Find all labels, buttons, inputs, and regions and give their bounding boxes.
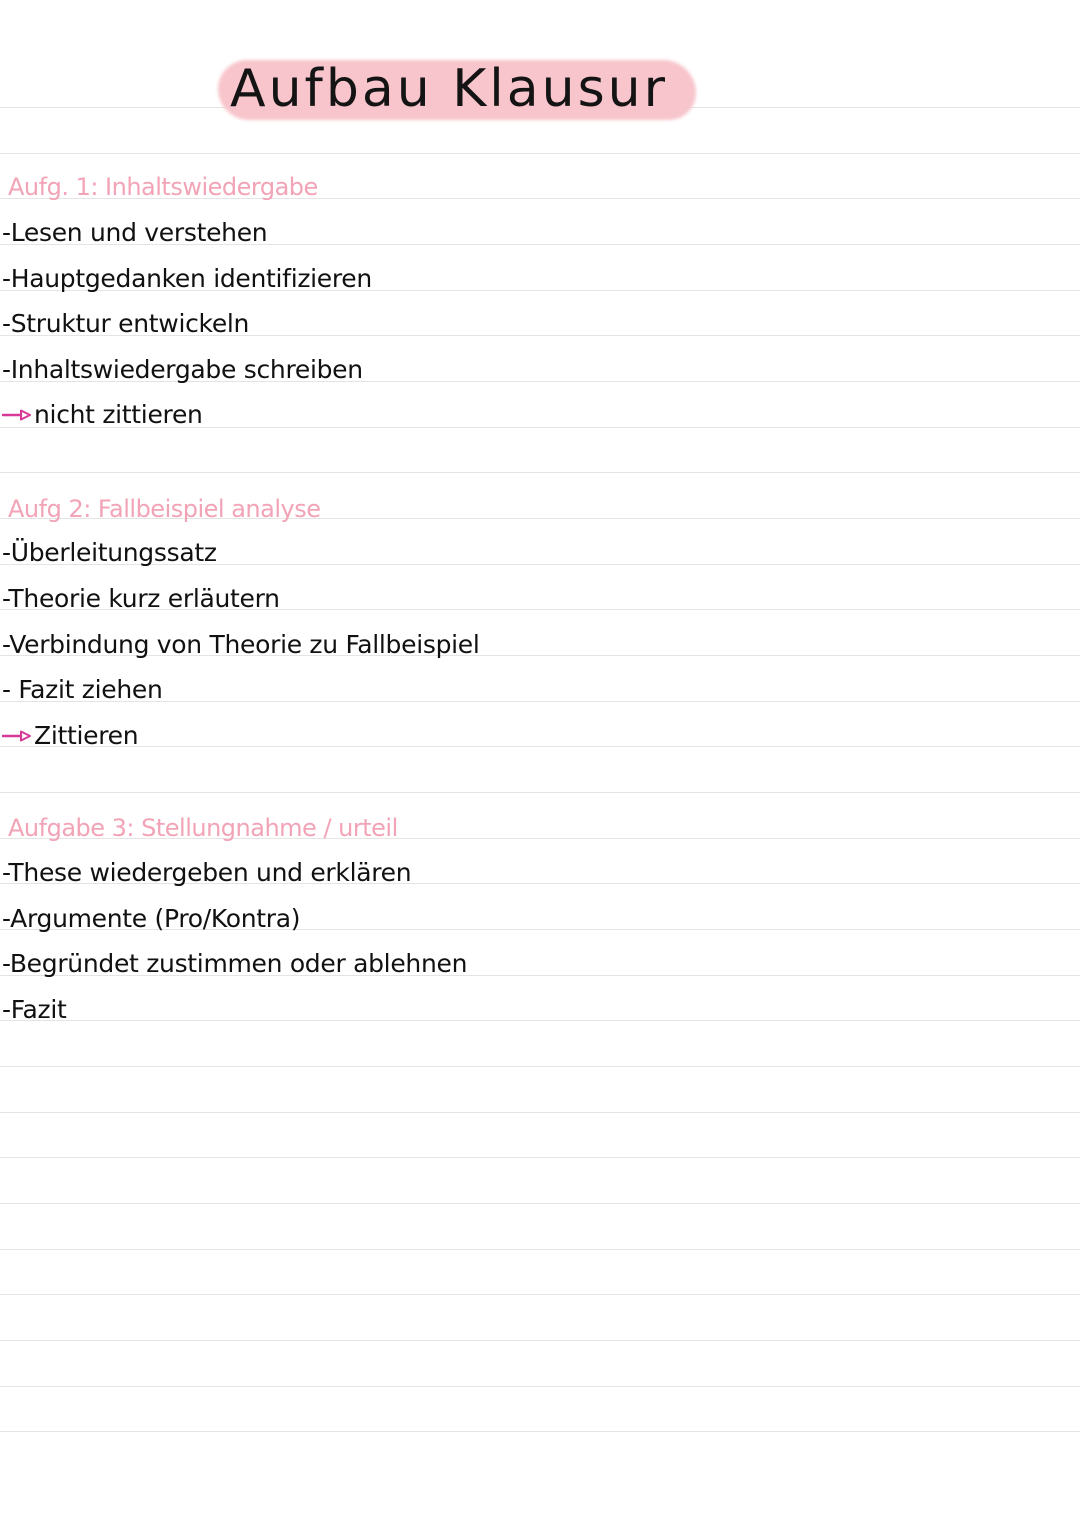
- ruled-line: [0, 1294, 1080, 1295]
- ruled-line: [0, 1157, 1080, 1158]
- list-item: -Hauptgedanken identifizieren: [2, 264, 372, 293]
- ruled-line: [0, 1431, 1080, 1432]
- arrow-right-icon: [2, 729, 32, 743]
- page-title-block: [218, 50, 696, 126]
- arrow-right-icon: [2, 408, 32, 422]
- ruled-line: [0, 1203, 1080, 1204]
- list-item: -Argumente (Pro/Kontra): [2, 904, 301, 933]
- ruled-line: [0, 1340, 1080, 1341]
- list-item: -These wiedergeben und erklären: [2, 858, 412, 887]
- list-item: -Lesen und verstehen: [2, 218, 268, 247]
- list-item: -Fazit: [2, 995, 67, 1024]
- ruled-line: [0, 1112, 1080, 1113]
- ruled-line: [0, 746, 1080, 747]
- ruled-line: [0, 792, 1080, 793]
- list-item: -Inhaltswiedergabe schreiben: [2, 355, 363, 384]
- page-title: Aufbau Klausur: [230, 59, 668, 119]
- list-item: -Begründet zustimmen oder ablehnen: [2, 949, 468, 978]
- note-line: [2, 400, 203, 430]
- list-item: - Fazit ziehen: [2, 675, 163, 704]
- section-heading-1: Aufg. 1: Inhaltswiedergabe: [8, 173, 318, 201]
- ruled-line: [0, 1386, 1080, 1387]
- section-heading-3: Aufgabe 3: Stellungnahme / urteil: [8, 814, 398, 842]
- list-item: -Verbindung von Theorie zu Fallbeispiel: [2, 630, 480, 659]
- ruled-line: [0, 1020, 1080, 1021]
- section-heading-2: Aufg 2: Fallbeispiel analyse: [8, 495, 321, 523]
- note-text: nicht zittieren: [34, 400, 203, 429]
- note-line: [2, 721, 138, 751]
- list-item: -Theorie kurz erläutern: [2, 584, 280, 613]
- ruled-line: [0, 1066, 1080, 1067]
- list-item: -Überleitungssatz: [2, 538, 217, 567]
- ruled-line: [0, 472, 1080, 473]
- list-item: -Struktur entwickeln: [2, 309, 250, 338]
- note-text: Zittieren: [34, 721, 139, 750]
- ruled-line: [0, 1249, 1080, 1250]
- ruled-line: [0, 153, 1080, 154]
